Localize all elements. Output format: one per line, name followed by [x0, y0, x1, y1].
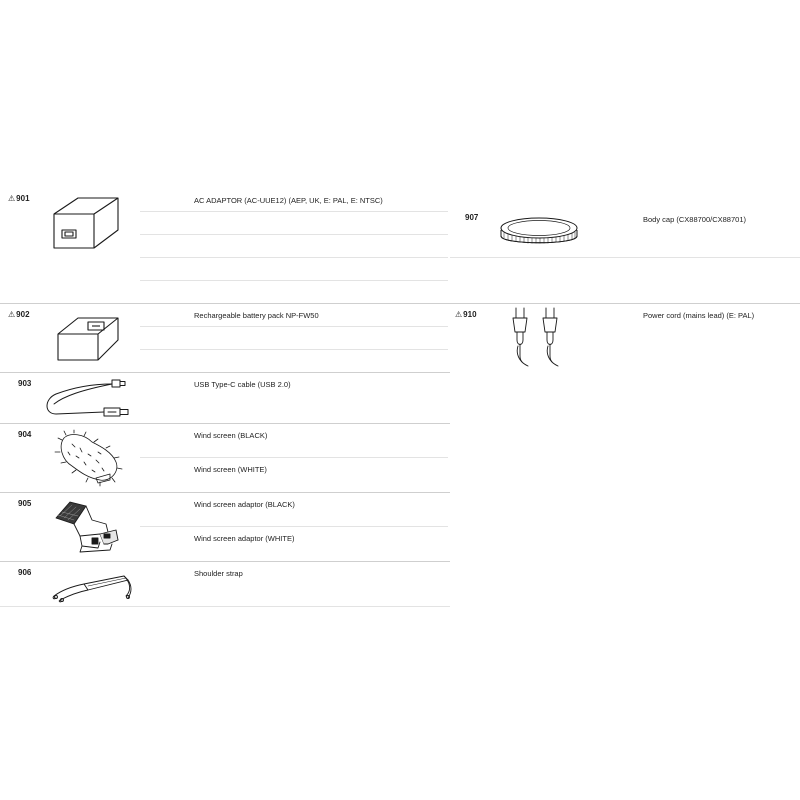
- section-divider: [0, 423, 450, 424]
- item-description: Wind screen (BLACK): [194, 431, 268, 440]
- item-number-905: 905: [18, 499, 32, 508]
- item-description: Wind screen adaptor (WHITE): [194, 534, 295, 543]
- warning-icon: ⚠: [8, 310, 16, 319]
- power-cord-icon: [508, 306, 564, 370]
- ac-adaptor-icon: [48, 192, 124, 252]
- item-number-901: ⚠901: [8, 194, 30, 203]
- section-divider: [0, 372, 450, 373]
- usb-cable-icon: [42, 374, 134, 422]
- item-description: Shoulder strap: [194, 569, 243, 578]
- item-description: Wind screen (WHITE): [194, 465, 267, 474]
- row-divider: [140, 234, 448, 235]
- row-divider: [450, 257, 800, 258]
- item-description: Power cord (mains lead) (E: PAL): [643, 311, 755, 320]
- wind-screen-adaptor-icon: [52, 496, 126, 556]
- item-number-907: 907: [465, 213, 479, 222]
- wind-screen-icon: [54, 428, 124, 488]
- item-description: AC ADAPTOR (AC-UUE12) (AEP, UK, E: PAL, E: NTSC): [194, 196, 383, 205]
- item-description: USB Type-C cable (USB 2.0): [194, 380, 291, 389]
- shoulder-strap-icon: [48, 566, 136, 604]
- warning-icon: ⚠: [455, 310, 463, 319]
- row-divider: [140, 349, 448, 350]
- item-number-906: 906: [18, 568, 32, 577]
- item-description: Wind screen adaptor (BLACK): [194, 500, 295, 509]
- item-description: Body cap (CX88700/CX88701): [643, 215, 746, 224]
- section-divider: [0, 606, 450, 607]
- row-divider: [140, 457, 448, 458]
- section-divider: [0, 561, 450, 562]
- battery-pack-icon: [52, 310, 122, 366]
- item-number-904: 904: [18, 430, 32, 439]
- item-description: Rechargeable battery pack NP-FW50: [194, 311, 319, 320]
- section-divider: [450, 303, 800, 304]
- item-number-903: 903: [18, 379, 32, 388]
- row-divider: [140, 526, 448, 527]
- section-divider: [0, 303, 450, 304]
- item-number-910: ⚠910: [455, 310, 477, 319]
- row-divider: [140, 280, 448, 281]
- warning-icon: ⚠: [8, 194, 16, 203]
- body-cap-icon: [498, 208, 580, 252]
- row-divider: [140, 326, 448, 327]
- section-divider: [0, 492, 450, 493]
- item-number-902: ⚠902: [8, 310, 30, 319]
- row-divider: [140, 257, 448, 258]
- row-divider: [140, 211, 448, 212]
